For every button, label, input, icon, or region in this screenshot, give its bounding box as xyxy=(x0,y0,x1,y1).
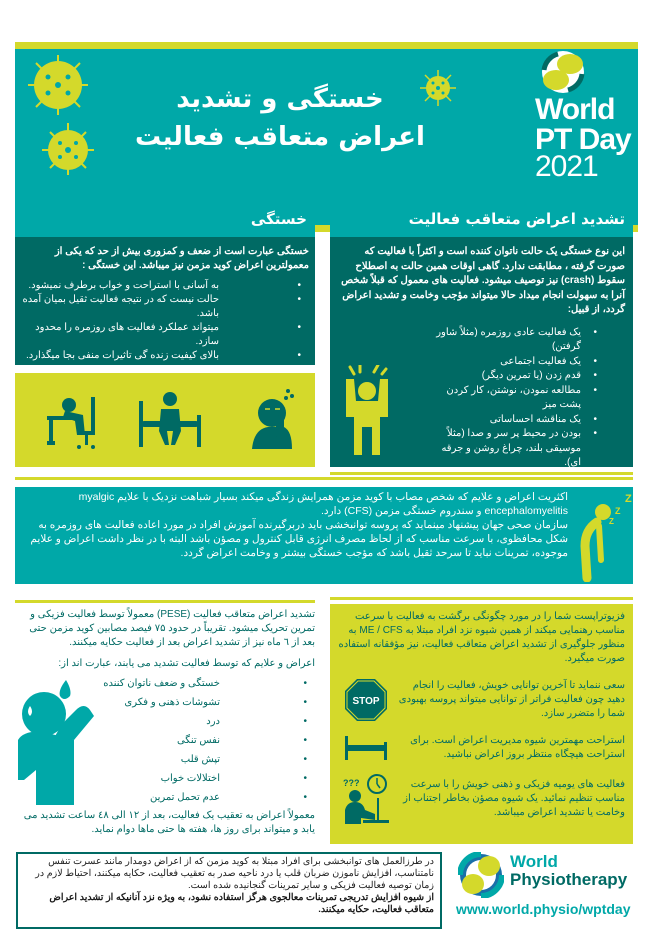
svg-text:Z: Z xyxy=(625,493,632,505)
list-item: • یک فعالیت عادی روزمره (مثلاً شاور گرفتن) xyxy=(428,326,605,355)
person-clock-icon xyxy=(343,774,389,824)
caution-text: در طرزالعمل های توانبخشی برای افراد مبتلا به کوید مزمن که از اعراض دومدار مانند عسرت تنفس نامتناسب، افزایش ناموزن ضربان قلب یا درد ناحیه صدر به تعقیب فعالیت، حکایه میکنند، احتیاط لازم در زمان توصیه فعالیت فزیکی و سایر تمرینات گنجانیده شده است. xyxy=(35,856,434,891)
list-item: • میتواند عملکرد فعالیت های روزمره را محدود سازد. xyxy=(21,321,309,349)
middle-info-panel xyxy=(15,487,633,584)
advice-item-pace: فعالیت های یومیه فزیکی و ذهنی خویش را با سرعت مناسب تنظیم نمائید. یک شیوه مصؤن بخاطر اجتناب از وخامت یا تشدید اعراض میباشد. ??? xyxy=(338,774,625,824)
pese-intro: این نوع خستگی یک حالت ناتوان کننده است و اکثراً با فعالیت که صورت گرفته ، مطابقت ندارد. گاهی اوقات همین حالت به اصطلاح سقوط (crash) نیز توصیف میشود. فعالیت های معمول که قبلاً شخص آنرا به سهولت انجام میداد حالا میتواند مؤجب وخامت و تشدید اعراض گردد، از قبیل: xyxy=(341,246,625,315)
page-title: خستگی و تشدید اعراض متعاقب فعالیت xyxy=(135,84,425,152)
fatigue-bullets xyxy=(21,279,309,363)
fatigue-intro: خستگی عبارت است از ضعف و کمزوری بیش از حد که یکی از معمولترین اعراض کوید مزمن نیز میباشد. این خستگی : xyxy=(54,246,309,271)
overwhelmed-person-icon xyxy=(340,365,395,455)
divider xyxy=(15,477,633,480)
list-item: • یک فعالیت اجتماعی xyxy=(428,355,605,370)
list-item: • اختلالات خواب xyxy=(15,769,315,788)
list-item: • تشوشات ذهنی و فکری xyxy=(15,693,315,712)
advice-panel xyxy=(330,604,633,844)
list-item: • قدم زدن (یا تمرین دیگر) xyxy=(428,369,605,384)
caution-note xyxy=(16,852,442,929)
advice-item-rest: استراحت مهمترین شیوه مدیریت اعراض است. برای استراحت هیچگاه منتظر بروز اعراض نباشید. xyxy=(338,734,625,762)
svg-text:STOP: STOP xyxy=(351,696,380,707)
list-item: • نفس تنگی xyxy=(15,731,315,750)
fatigue-icons-panel xyxy=(15,373,315,467)
advice-item-stop: سعی ننماید تا آخرین توانایی خویش، فعالیت را انجام دهید چون فعالیت فراتر از توانایی میتواند پروسه بهبودی شما را متضرر سازد. STOP xyxy=(338,678,625,722)
svg-text:Z: Z xyxy=(615,506,621,516)
pese-heading: تشدید اعراض متعاقب فعالیت xyxy=(330,201,633,237)
symptoms-outro: معمولاً اعراض به تعقیب یک فعالیت، بعد از ۱۲ الی ٤٨ ساعت تشدید می یابد و میتواند برای روز ها، هفته ها حتی ماها دوام نماید. xyxy=(23,810,315,835)
yawning-person-icon xyxy=(250,385,300,451)
virus-icon xyxy=(18,55,98,175)
logo-year: 2021 xyxy=(535,150,598,183)
symptoms-intro: تشدید اعراض متعاقب فعالیت (PESE) معمولاً توسط فعالیت فزیکی و تمرین تحریک میشود. تقریباً در حدود ۷۵ فیصد مصابین کوید مزمن حتی بعد از ٦ ماه نیز از تشدید اعراض بعد از فعالیت حکایه میکنند. xyxy=(29,609,315,648)
list-item: • مطالعه نمودن، نوشتن، کار کردن پشت میز xyxy=(428,384,605,413)
world-physiotherapy-name: World Physiotherapy xyxy=(510,852,628,889)
list-item: • تپش قلب xyxy=(15,750,315,769)
sweating-person-icon xyxy=(14,680,94,805)
website-link[interactable]: www.world.physio/wptday xyxy=(456,901,631,917)
svg-text:Z: Z xyxy=(609,517,614,526)
sitting-on-bed-icon xyxy=(135,391,205,451)
bed-icon xyxy=(345,736,387,760)
stop-sign-icon xyxy=(344,678,388,722)
list-item: • درد xyxy=(15,712,315,731)
world-physiotherapy-logo-icon xyxy=(458,852,504,898)
exhausted-person-icon xyxy=(575,490,635,582)
divider xyxy=(330,597,633,600)
list-item: • بالای کیفیت زنده گی تاثیرات منفی بجا میگذارد. xyxy=(21,349,309,363)
tired-at-desk-icon xyxy=(45,391,105,451)
caution-bold-text: از شیوه افزایش تدریجی تمرینات معالجوی هرگز استفاده نشود، به ویژه نزد آنانیکه از تشدید اعراض متعاقب فعالیت، حکایه میکنند. xyxy=(49,892,434,915)
fatigue-heading: خستگی xyxy=(15,201,315,237)
list-item: • بودن در محیط پر سر و صدا (مثلاً موسیقی بلند، چراغ روشن و جرقه ای). xyxy=(428,427,605,471)
list-item: • خستگی و ضعف ناتوان کننده xyxy=(15,674,315,693)
pese-bullets xyxy=(428,326,605,471)
middle-paragraph-1: اکثریت اعراض و علایم که شخص مصاب با کوید مزمن همرایش زندگی میکند بسیار شباهت نزدیک با علایم myalgic encephalomyelitis و سندروم خستگی مزمن (CFS) دارد. xyxy=(78,491,568,517)
list-item: • به آسانی با استراحت و خواب برطرف نمیشود. xyxy=(21,279,309,293)
advice-intro: فزیوتراپست شما را در مورد چگونگی برگشت به فعالیت با سرعت مناسب رهنمایی میکند از همین شیوه نزد افراد مبتلا به ME / CFS به منظور جلوگیری از تشدید اعراض متعاقب فعالیت، نیز مؤفقانه استفاده صورت میگیرد. xyxy=(338,611,625,664)
world-pt-day-logo-icon xyxy=(538,50,588,95)
list-item: • حالت نیست که در نتیجه فعالیت ثقیل بمیان آمده باشد. xyxy=(21,293,309,321)
fatigue-panel xyxy=(15,237,315,365)
list-item: • یک مناقشه احساساتی xyxy=(428,413,605,428)
list-item: • عدم تحمل تمرین xyxy=(15,788,315,807)
divider xyxy=(15,600,315,603)
divider xyxy=(330,472,633,475)
world-pt-day-logo-text: World PT Day xyxy=(535,93,631,156)
svg-text:???: ??? xyxy=(342,778,359,788)
symptoms-list-intro: اعراض و علایم که توسط فعالیت تشدید می یابند، عبارت اند از: xyxy=(58,658,315,669)
middle-paragraph-2: سازمان صحی جهان پیشنهاد مینماید که پروسه توانبخشی باید دربرگیرنده آموزش افراد در مورد اعاده فعالیت های روزمره به شکل محافظوی، با سرعت مناسب که از لحاظ مصرف انرژی قابل کنترول و مصؤن باشد البته با در نظر داشت اعراض و علایم موجوده، تمرینات نباید تا سرحد ثقیل باشد که مؤجب خستگی بیشتر و وخامت اعراض گردد. xyxy=(30,519,568,559)
